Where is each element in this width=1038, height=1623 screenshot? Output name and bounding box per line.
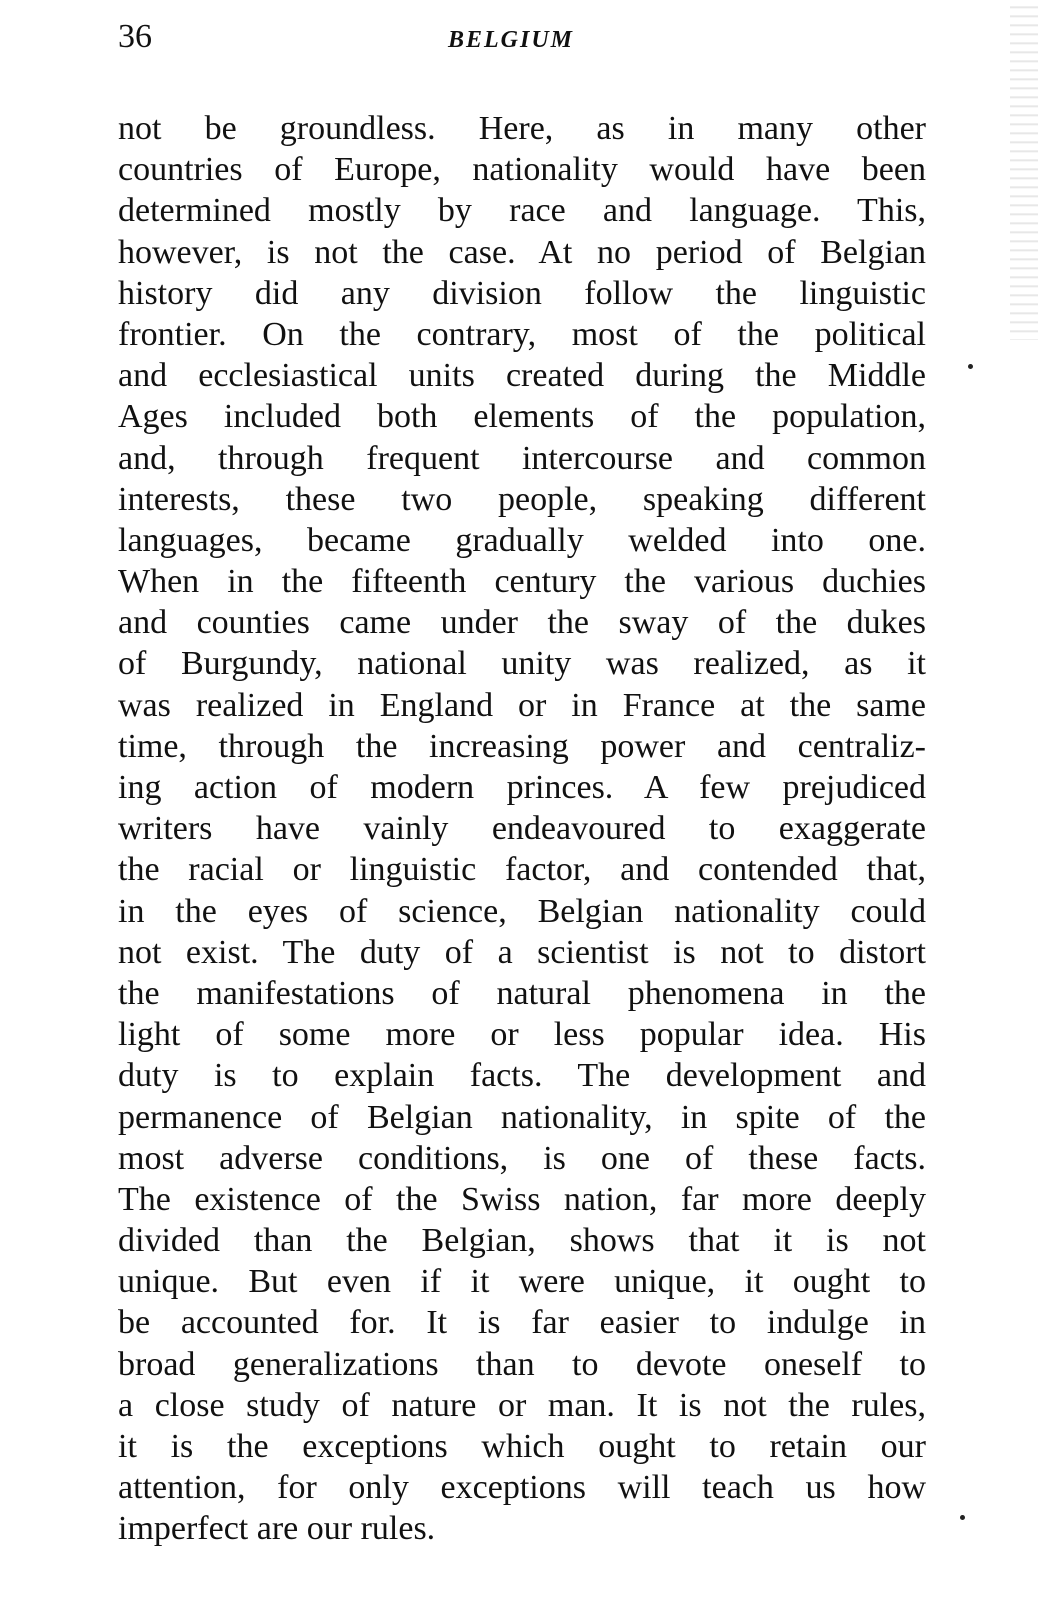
text-line: most adverse conditions, is one of these facts. <box>118 1139 926 1177</box>
text-line: and ecclesiastical units created during the Middle <box>118 357 926 395</box>
text-line: writers have vainly endeavoured to exaggerate <box>118 810 926 848</box>
text-line: interests, these two people, speaking different <box>118 480 926 518</box>
text-line: When in the fifteenth century the various duchies <box>118 563 926 601</box>
text-line: attention, for only exceptions will teach us how <box>118 1469 926 1507</box>
text-line: be accounted for. It is far easier to indulge in <box>118 1304 926 1342</box>
ink-speck <box>968 364 973 369</box>
text-line: unique. But even if it were unique, it ought to <box>118 1263 926 1301</box>
text-line: of Burgundy, national unity was realized, as it <box>118 645 926 683</box>
text-line: The existence of the Swiss nation, far more deeply <box>118 1180 926 1218</box>
text-line: light of some more or less popular idea. His <box>118 1016 926 1054</box>
text-line: not be groundless. Here, as in many other <box>118 110 926 147</box>
page-number: 36 <box>118 18 152 55</box>
body-paragraph <box>118 108 926 1550</box>
ink-speck <box>960 1515 965 1520</box>
text-line: in the eyes of science, Belgian nationality could <box>118 892 926 930</box>
text-line: history did any division follow the linguistic <box>118 274 926 312</box>
text-line: broad generalizations than to devote oneself to <box>118 1345 926 1383</box>
text-line: ing action of modern princes. A few prejudiced <box>118 769 926 806</box>
text-line: and, through frequent intercourse and common <box>118 439 926 477</box>
text-line: not exist. The duty of a scientist is not to distort <box>118 933 926 971</box>
text-line: the racial or linguistic factor, and contended that, <box>118 851 926 889</box>
text-line: determined mostly by race and language. This, <box>118 192 926 230</box>
text-line: a close study of nature or man. It is not the rules, <box>118 1386 926 1424</box>
text-line: countries of Europe, nationality would have been <box>118 151 926 189</box>
text-line: was realized in England or in France at the same <box>118 686 926 724</box>
text-line: frontier. On the contrary, most of the political <box>118 315 926 353</box>
text-line: and counties came under the sway of the dukes <box>118 604 926 642</box>
text-line: languages, became gradually welded into one. <box>118 521 926 559</box>
text-line: permanence of Belgian nationality, in spite of the <box>118 1098 926 1136</box>
scan-edge-artifact <box>1010 0 1038 340</box>
text-line: time, through the increasing power and centraliz- <box>118 727 926 765</box>
text-line: Ages included both elements of the population, <box>118 398 926 436</box>
text-line: duty is to explain facts. The development and <box>118 1057 926 1095</box>
text-line: it is the exceptions which ought to retain our <box>118 1428 926 1465</box>
text-line: imperfect are our rules. <box>118 1510 436 1548</box>
text-line: divided than the Belgian, shows that it is not <box>118 1222 926 1260</box>
text-line: however, is not the case. At no period of Belgian <box>118 233 926 271</box>
running-title: BELGIUM <box>448 27 575 53</box>
text-line: the manifestations of natural phenomena in the <box>118 974 926 1012</box>
